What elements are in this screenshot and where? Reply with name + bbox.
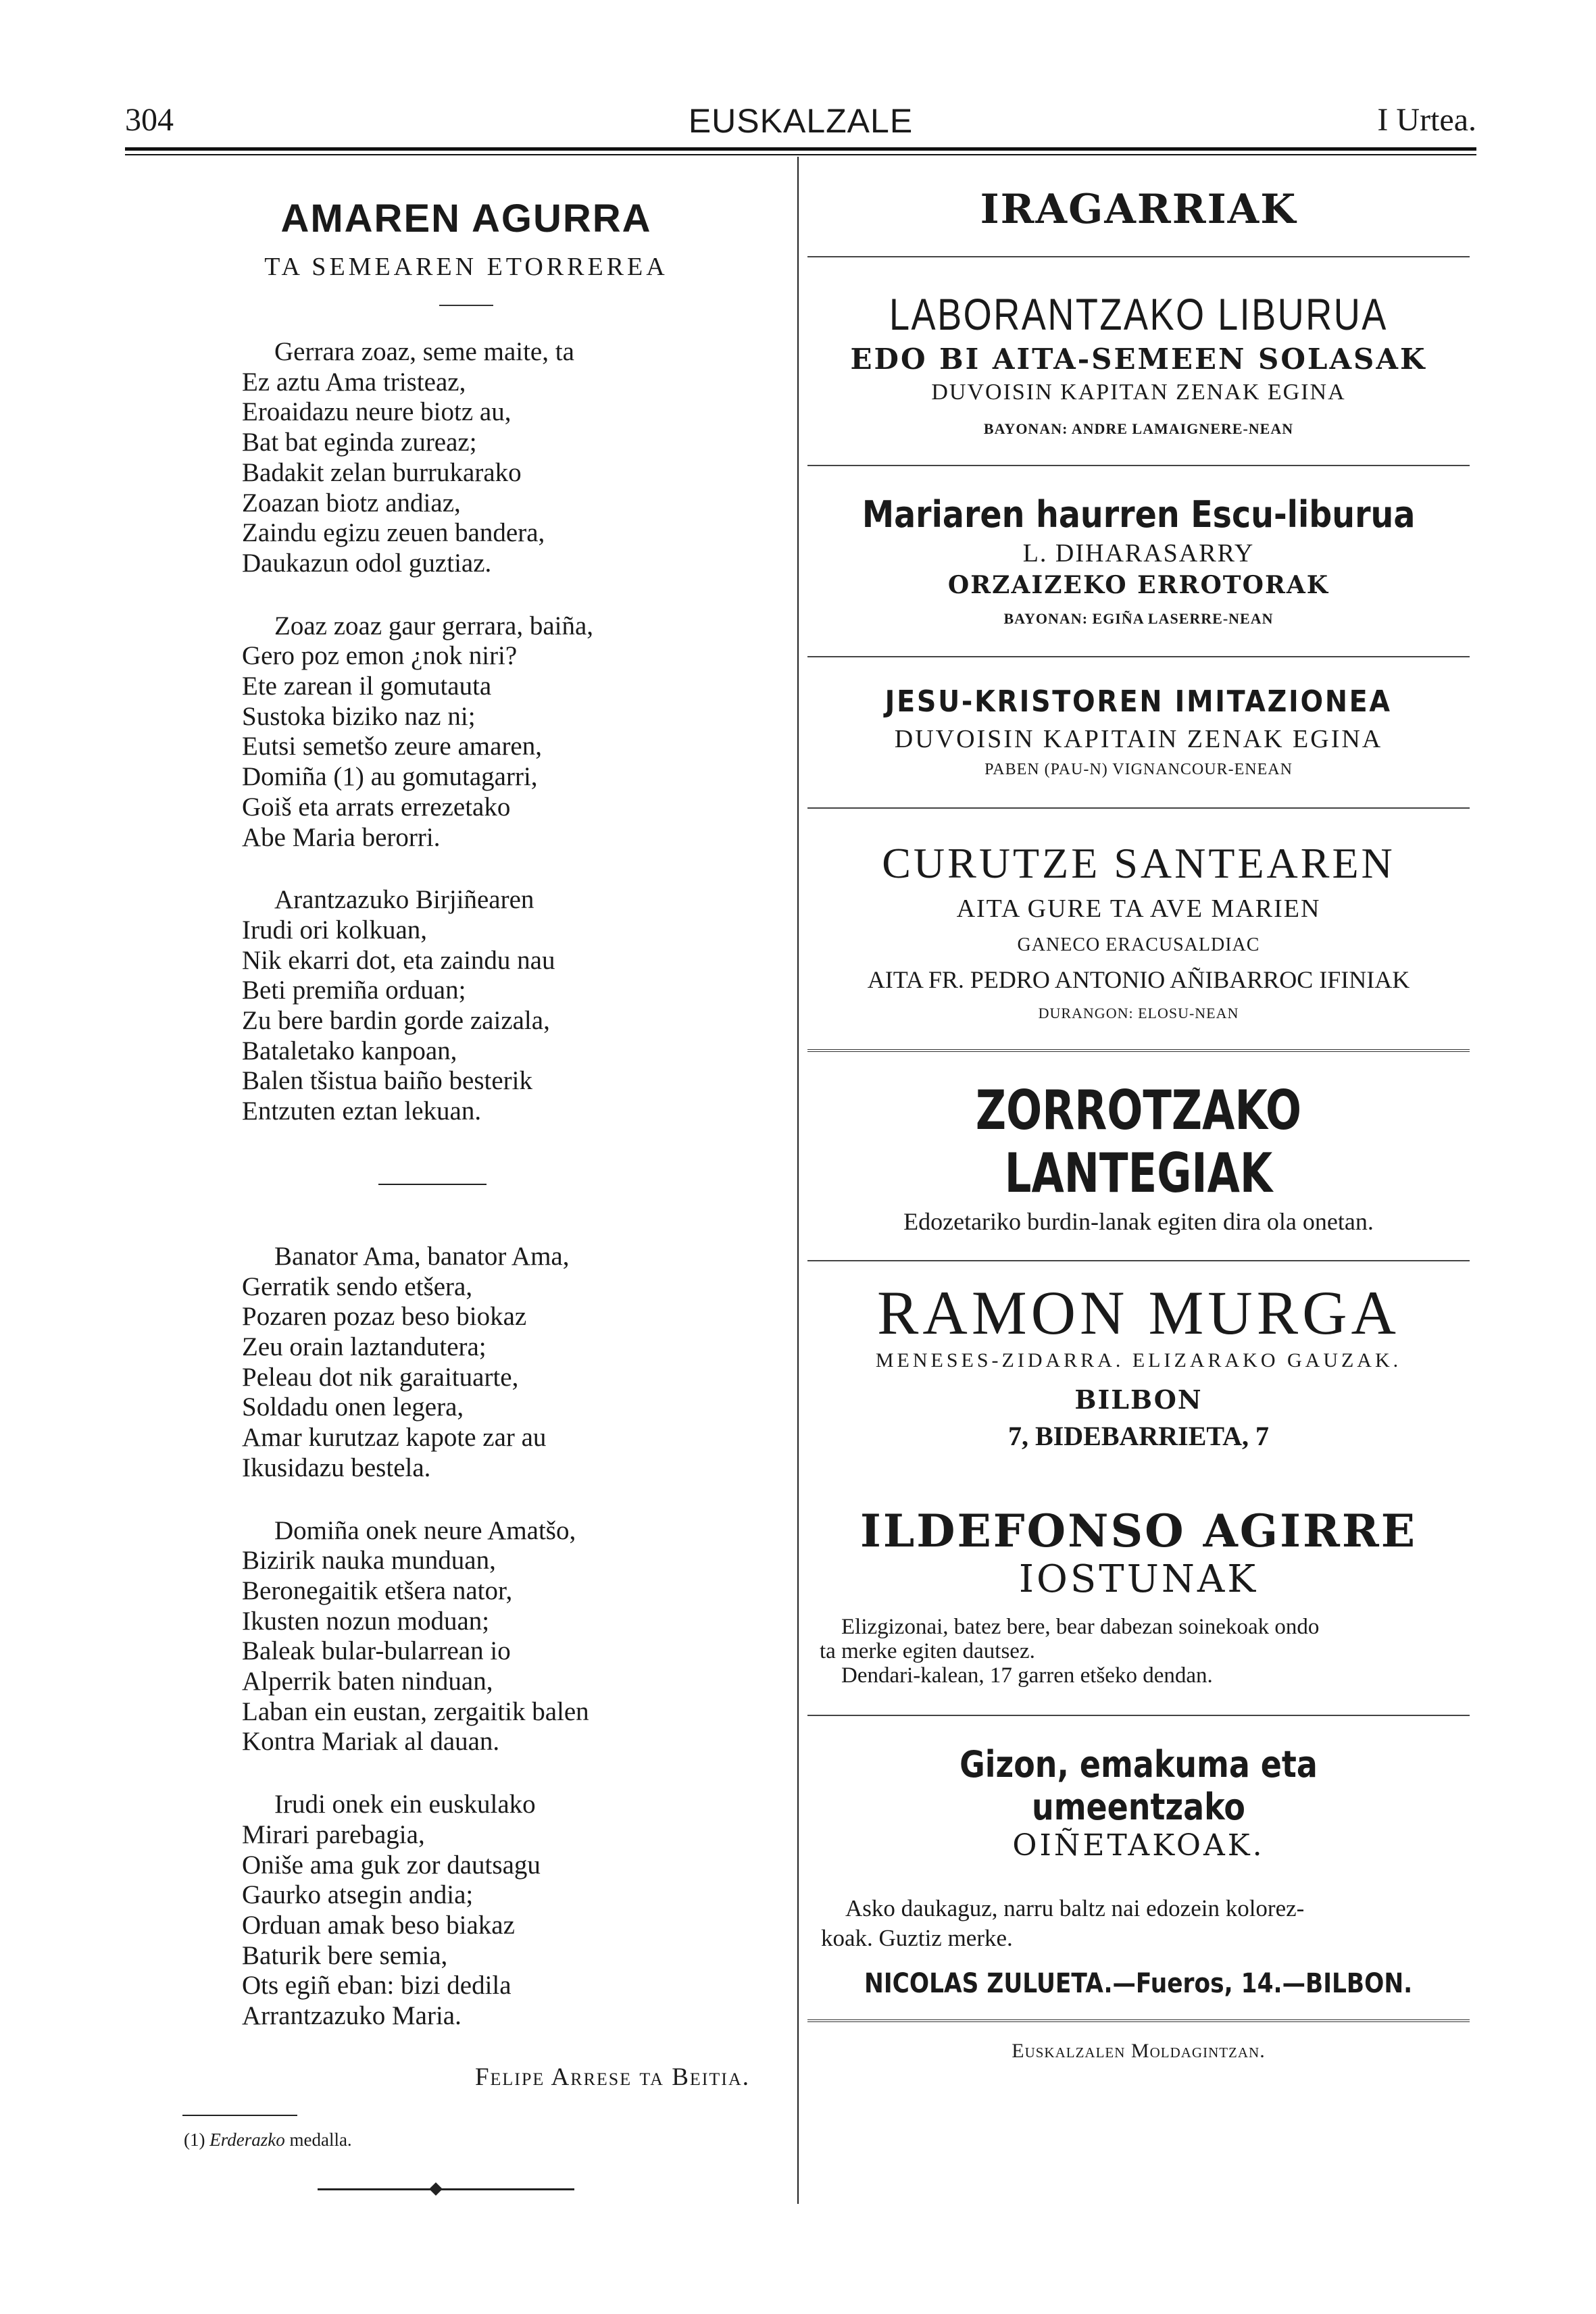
ad-body	[807, 1615, 1470, 1688]
ad-title: JESU-KRISTOREN IMITAZIONEA	[884, 684, 1393, 719]
poem-line: Zeu orain laztandutera;	[242, 1332, 487, 1361]
poem-line: Zoaz zoaz gaur gerrara, baiña,	[274, 611, 594, 640]
ads-column	[801, 179, 1476, 2063]
poem-line: Ikusten nozun moduan;	[242, 1606, 490, 1636]
poem-line: Ots egiñ eban: bizi dedila	[242, 1971, 512, 2001]
poem-line: Gerrara zoaz, seme maite, ta	[274, 337, 574, 366]
poem-line: Abe Maria berorri.	[242, 822, 441, 852]
poem-line: Orduan amak beso biakaz	[242, 1910, 515, 1940]
running-title: EUSKALZALE	[688, 102, 914, 140]
ornament-diamond-icon	[429, 2182, 443, 2196]
poem-line: Zaindu egizu zeuen bandera,	[242, 518, 545, 548]
header-rule	[125, 147, 1476, 151]
ad-line-2: AITA GURE TA AVE MARIEN	[956, 895, 1321, 923]
ad-text-1: Asko daukaguz, narru baltz nai edozein kolorez-	[845, 1895, 1305, 1921]
poem-line: Domiña onek neure Amatšo,	[274, 1515, 576, 1545]
poem-line: Soldadu onen legera,	[242, 1392, 464, 1422]
footnote-text: medalla.	[284, 2129, 352, 2150]
stanza-group-2	[162, 1242, 770, 2032]
stanza-group-1	[162, 337, 770, 1127]
ad-text-2: ta merke egiten dautsez.	[820, 1639, 1035, 1663]
poem-line: Irudi onek ein euskulako	[274, 1790, 536, 1819]
stanza	[242, 1516, 770, 1758]
stanza	[242, 611, 770, 853]
ad-book-imitazionea	[801, 657, 1476, 807]
ad-subtitle: OIÑETAKOAK.	[1012, 1828, 1265, 1863]
poem-line: Peleau dot nik garaituarte,	[242, 1362, 519, 1392]
poem-line: Laban ein eustan, zergaitik balen	[242, 1696, 589, 1726]
poem-line: Irudi ori kolkuan,	[242, 915, 428, 945]
poem-line: Entzuten eztan lekuan.	[242, 1097, 482, 1126]
volume-label: I Urtea.	[1377, 102, 1476, 138]
poem-line: Pozaren pozaz beso biokaz	[242, 1302, 527, 1332]
ad-book-laborantzako	[801, 257, 1476, 465]
ad-body	[807, 1894, 1470, 1953]
ad-city: BILBON	[1074, 1384, 1203, 1415]
poem-line: Zoazan biotz andiaz,	[242, 488, 461, 518]
ads-section-title: IRAGARRIAK	[980, 186, 1297, 233]
printer-name: Euskalzalen Moldagintzan.	[1012, 2040, 1266, 2062]
poem-line: Eutsi semetšo zeure amaren,	[242, 732, 542, 761]
ad-publisher: BAYONAN: EGIÑA LASERRE-NEAN	[1003, 610, 1274, 627]
footnote-italic: Erderazko	[209, 2129, 285, 2150]
poem-line: Gerratik sendo etšera,	[242, 1272, 473, 1301]
running-header	[125, 101, 1476, 149]
section-rule	[378, 1184, 487, 1185]
poem-line: Bizirik nauka munduan,	[242, 1546, 496, 1576]
ad-line-4: AITA FR. PEDRO ANTONIO AÑIBARROC IFINIAK	[867, 966, 1410, 993]
poem-line: Bataletako kanpoan,	[242, 1036, 457, 1065]
ad-trade: IOSTUNAK	[1018, 1557, 1259, 1601]
ad-ildefonso	[801, 1475, 1476, 1715]
poem-line: Oniše ama guk zor dautsagu	[242, 1850, 541, 1880]
poem-line: Eroaidazu neure biotz au,	[242, 397, 512, 427]
ad-text: Edozetariko burdin-lanak egiten dira ola onetan.	[903, 1208, 1374, 1235]
ad-text-1: Elizgizonai, batez bere, bear dabezan soinekoak ondo	[841, 1615, 1320, 1639]
poem-line: Daukazun odol guztiaz.	[242, 548, 492, 578]
poem-line: Goiš eta arrats errezetako	[242, 792, 511, 822]
ad-oinetakoak	[801, 1716, 1476, 2019]
poem-line: Baleak bular-bularrean io	[242, 1636, 511, 1666]
ad-title: CURUTZE SANTEAREN	[882, 839, 1395, 887]
stanza	[242, 337, 770, 579]
poem-line: Ikusidazu bestela.	[242, 1453, 431, 1482]
header-rule-thin	[125, 154, 1476, 155]
ad-ramon-murga	[801, 1261, 1476, 1475]
poem-column	[162, 196, 770, 2196]
footnote-marker: (1)	[184, 2129, 205, 2150]
ad-line-3: GANECO ERACUSALDIAC	[1017, 934, 1260, 955]
poem-line: Bat bat eginda zureaz;	[242, 428, 477, 457]
ornament-bar	[318, 2188, 574, 2190]
title-dash	[439, 305, 493, 306]
poem-line: Ez aztu Ama tristeaz,	[242, 367, 466, 397]
ad-author: DUVOISIN KAPITAN ZENAK EGINA	[931, 380, 1346, 405]
ad-title: Gizon, emakuma eta umeentzako	[959, 1743, 1318, 1828]
poem-line: Banator Ama, banator Ama,	[274, 1241, 570, 1271]
stanza	[242, 885, 770, 1127]
poem-line: Balen tšistua baiño besterik	[242, 1066, 532, 1096]
poem-line: Mirari parebagia,	[242, 1819, 425, 1849]
poem-title: AMAREN AGURRA	[280, 197, 652, 241]
ad-address: 7, BIDEBARRIETA, 7	[1008, 1421, 1269, 1451]
poem-line: Arantzazuko Birjiñearen	[274, 885, 534, 915]
poem-line: Nik ekarri dot, eta zaindu nau	[242, 945, 555, 975]
stanza	[242, 1790, 770, 2032]
poem-line: Beronegaitik etšera nator,	[242, 1576, 513, 1605]
printer-imprint	[801, 2022, 1476, 2063]
poem-line: Kontra Mariak al dauan.	[242, 1727, 500, 1757]
ad-role: ORZAIZEKO ERROTORAK	[947, 571, 1330, 599]
ad-title: ZORROTZAKO LANTEGIAK	[975, 1079, 1302, 1205]
ad-publisher: PABEN (PAU-N) VIGNANCOUR-ENEAN	[984, 761, 1293, 778]
poem-author: Felipe Arrese ta Beitia.	[474, 2063, 750, 2091]
poem-line: Badakit zelan burrukarako	[242, 457, 522, 487]
poem-line: Zu bere bardin gorde zaizala,	[242, 1006, 550, 1036]
poem-line: Gero poz emon ¿nok niri?	[242, 641, 518, 671]
end-ornament	[318, 2183, 574, 2196]
ad-text-2: koak. Guztiz merke.	[821, 1925, 1013, 1951]
poem-line: Ete zarean il gomutauta	[242, 672, 492, 701]
ad-publisher: BAYONAN: ANDRE LAMAIGNERE-NEAN	[983, 420, 1294, 437]
ad-title: ILDEFONSO AGIRRE	[859, 1505, 1418, 1557]
ad-author: DUVOISIN KAPITAIN ZENAK EGINA	[894, 725, 1383, 753]
page-number: 304	[125, 102, 174, 138]
ad-title: RAMON MURGA	[877, 1278, 1400, 1347]
poem-subtitle: TA SEMEAREN ETORREREA	[264, 253, 668, 281]
ad-line-2: MENESES-ZIDARRA. ELIZARAKO GAUZAK.	[875, 1349, 1402, 1372]
ad-author: L. DIHARASARRY	[1022, 539, 1255, 568]
ad-title: LABORANTZAKO LIBURUA	[889, 289, 1388, 339]
ad-subtitle: EDO BI AITA-SEMEEN SOLASAK	[850, 343, 1427, 376]
ad-text-3: Dendari-kalean, 17 garren etšeko dendan.	[841, 1663, 1213, 1688]
ad-zorrotzako	[801, 1052, 1476, 1260]
ad-book-curutze	[801, 809, 1476, 1049]
poem-line: Domiña (1) au gomutagarri,	[242, 762, 538, 792]
poem-line: Beti premiña orduan;	[242, 976, 466, 1005]
column-divider	[797, 157, 799, 2204]
ad-title: Mariaren haurren Escu-liburua	[862, 493, 1416, 536]
footnote-rule	[182, 2115, 297, 2116]
poem-line: Alperrik baten ninduan,	[242, 1667, 493, 1696]
footnote	[184, 2130, 770, 2150]
poem-line: Sustoka biziko naz ni;	[242, 701, 476, 731]
poem-line: Baturik bere semia,	[242, 1940, 448, 1970]
ad-publisher: DURANGON: ELOSU-NEAN	[1038, 1005, 1239, 1022]
poem-line: Arrantzazuko Maria.	[242, 2001, 462, 2031]
poem-line: Amar kurutzaz kapote zar au	[242, 1423, 547, 1453]
ad-contact: NICOLAS ZULUETA.—Fueros, 14.—BILBON.	[864, 1968, 1413, 1999]
ad-book-mariaren	[801, 466, 1476, 656]
poem-line: Gaurko atsegin andia;	[242, 1880, 474, 1910]
stanza	[242, 1242, 770, 1484]
